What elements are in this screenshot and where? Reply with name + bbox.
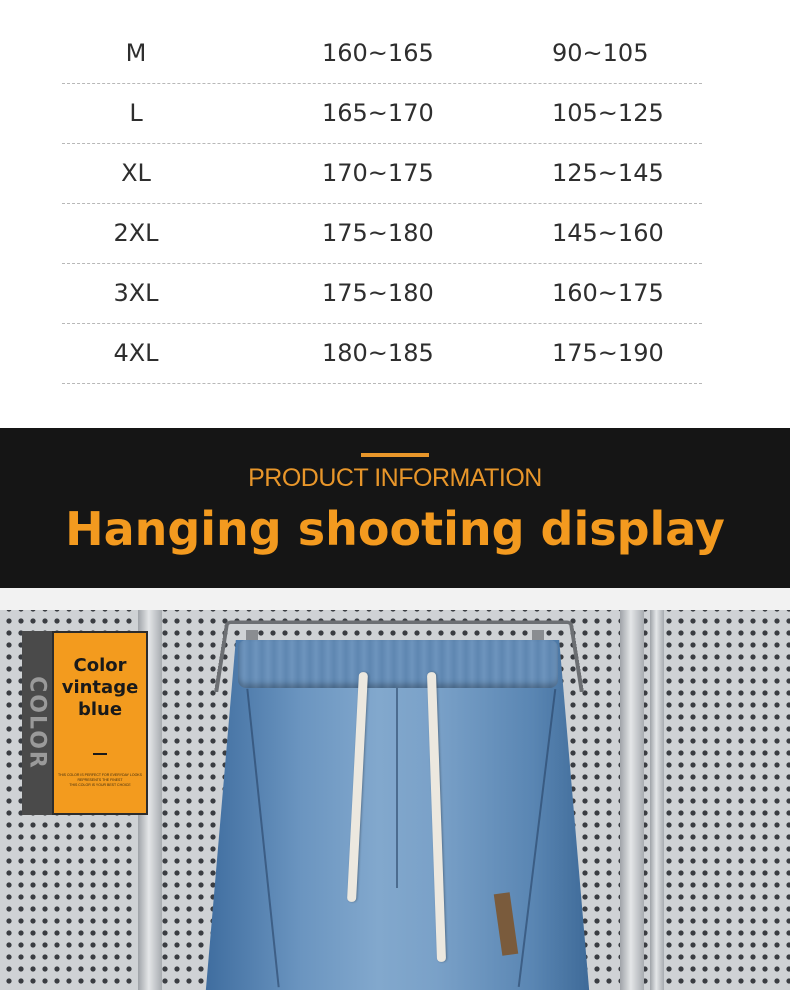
- weight-cell: 105~125: [552, 99, 664, 127]
- banner-subtitle: PRODUCT INFORMATION: [248, 464, 542, 492]
- fine-print-line: THIS COLOR IS YOUR BEST CHOICE: [69, 783, 131, 787]
- size-cell: 4XL: [113, 339, 159, 367]
- weight-cell: 175~190: [552, 339, 664, 367]
- product-info-banner: [0, 428, 790, 588]
- table-row: [62, 143, 702, 204]
- height-cell: 175~180: [322, 279, 434, 307]
- size-cell: 2XL: [113, 219, 159, 247]
- display-rail: [650, 610, 664, 990]
- banner-title: Hanging shooting display: [65, 502, 725, 556]
- color-card-dash: [93, 753, 107, 755]
- table-row: [62, 203, 702, 264]
- height-cell: 160~165: [322, 39, 434, 67]
- color-title-line: vintage: [61, 677, 139, 698]
- color-card-stripe: [22, 631, 52, 815]
- height-cell: 180~185: [322, 339, 434, 367]
- size-cell: M: [125, 39, 147, 67]
- size-cell: 3XL: [113, 279, 159, 307]
- weight-cell: 125~145: [552, 159, 664, 187]
- display-rail: [620, 610, 644, 990]
- height-cell: 175~180: [322, 219, 434, 247]
- color-title-line: Color: [73, 655, 127, 676]
- color-vertical-label: COLOR: [24, 676, 50, 770]
- fine-print-line: REPRESENTS THE FINEST: [77, 778, 123, 782]
- table-row: [62, 323, 702, 384]
- weight-cell: 90~105: [552, 39, 649, 67]
- size-cell: XL: [121, 159, 151, 187]
- height-cell: 165~170: [322, 99, 434, 127]
- table-row: [62, 83, 702, 144]
- product-photo: [0, 588, 790, 990]
- table-row: [62, 23, 702, 84]
- height-cell: 170~175: [322, 159, 434, 187]
- banner-accent-line: [361, 453, 429, 457]
- color-title-line: blue: [77, 699, 123, 720]
- photo-top-strip: [0, 588, 790, 610]
- weight-cell: 145~160: [552, 219, 664, 247]
- weight-cell: 160~175: [552, 279, 664, 307]
- jeans-fly-seam: [396, 688, 398, 888]
- fine-print-line: THIS COLOR IS PERFECT FOR EVERYDAY LOOKS: [58, 773, 142, 777]
- color-card-fine-print: [58, 773, 142, 788]
- size-cell: L: [129, 99, 143, 127]
- color-name: [54, 655, 146, 721]
- size-table: [0, 0, 790, 428]
- jeans-waistband: [238, 640, 558, 688]
- table-row: [62, 263, 702, 324]
- color-card-panel: [52, 631, 148, 815]
- color-card: [22, 631, 148, 815]
